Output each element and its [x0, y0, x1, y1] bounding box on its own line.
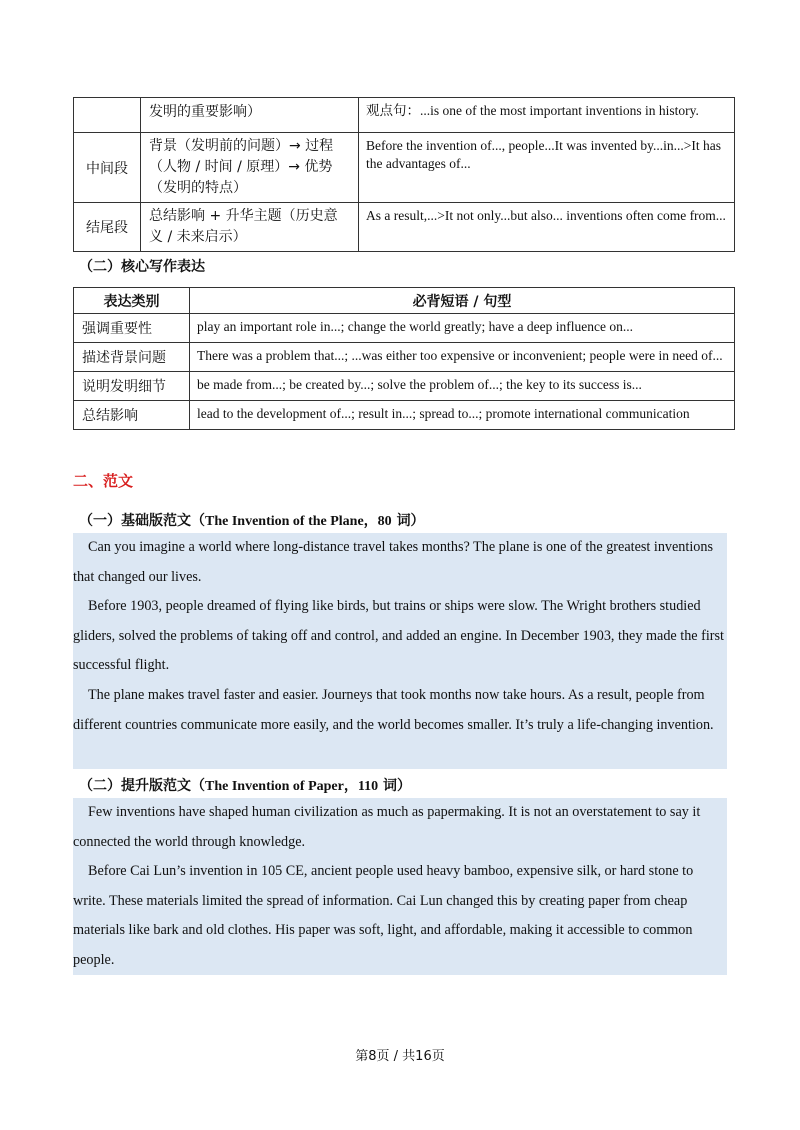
column-header: 表达类别 — [74, 288, 190, 314]
structure-cell: 发明的重要影响） — [141, 98, 359, 133]
row-label: 结尾段 — [74, 203, 141, 252]
table-header-row — [74, 288, 735, 314]
heading-suffix: 词） — [382, 778, 411, 794]
row-label — [74, 98, 141, 133]
essay-paragraph: Can you imagine a world where long-distance travel takes months? The plane is one of the greatest inventions that changed our lives. — [73, 539, 713, 585]
essay-paragraph: Before Cai Lun’s invention in 105 CE, ancient people used heavy bamboo, expensive silk, or hard stone to write. These materials limited the spread of information. Cai Lun changed this by creating paper from cheap materials like bark and old clothes. His paper was soft, light, and affordable, making it accessible to common people. — [73, 863, 694, 968]
section-heading-samples: 二、范文 — [73, 472, 134, 490]
sentence-en: ...is one of the most important inventions in history. — [420, 103, 699, 118]
phrases-cell: play an important role in...; change the world greatly; have a deep influence on... — [190, 314, 735, 343]
table-row — [74, 203, 735, 252]
heading-title: The Invention of Paper，110 — [205, 779, 379, 794]
essay-box — [73, 798, 727, 975]
category-cell: 说明发明细节 — [74, 372, 190, 401]
table-row — [74, 133, 735, 203]
phrases-cell: be made from...; be created by...; solve the problem of...; the key to its success is... — [190, 372, 735, 401]
heading-suffix: 词） — [396, 513, 425, 529]
structure-cell: 背景（发明前的问题）→ 过程（人物 / 时间 / 原理）→ 优势（发明的特点） — [141, 133, 359, 203]
column-header: 必背短语 / 句型 — [190, 288, 735, 314]
expression-table — [73, 287, 735, 430]
essay-heading — [79, 510, 425, 530]
table-row — [74, 343, 735, 372]
sentence-cell: As a result,...>It not only...but also... inventions often come from... — [359, 203, 735, 252]
essay-box — [73, 533, 727, 769]
sentence-cell: Before the invention of..., people...It was invented by...in...>It has the advantages of... — [359, 133, 735, 203]
table-row — [74, 372, 735, 401]
essay-heading — [79, 775, 411, 795]
category-cell: 强调重要性 — [74, 314, 190, 343]
phrases-cell: lead to the development of...; result in...; spread to...; promote international communication — [190, 401, 735, 430]
sentence-cell — [359, 98, 735, 133]
structure-cell: 总结影响 + 升华主题（历史意义 / 未来启示） — [141, 203, 359, 252]
sentence-cn: 观点句： — [366, 103, 420, 119]
table-row — [74, 98, 735, 133]
category-cell: 总结影响 — [74, 401, 190, 430]
section-heading-core: （二）核心写作表达 — [79, 259, 205, 275]
category-cell: 描述背景问题 — [74, 343, 190, 372]
table-row — [74, 401, 735, 430]
page-footer: 第8页 / 共16页 — [355, 1049, 445, 1064]
row-label: 中间段 — [74, 133, 141, 203]
essay-paragraph: The plane makes travel faster and easier. Journeys that took months now take hours. As a result, people from different countries communicate more easily, and the world becomes smaller. It’s truly a life-changing invention. — [73, 686, 714, 733]
table-row — [74, 314, 735, 343]
essay-paragraph: Before 1903, people dreamed of flying like birds, but trains or ships were slow. The Wright brothers studied gliders, solved the problems of taking off and control, and added an engine. In December 1903, they made the first successful flight. — [73, 598, 724, 674]
heading-prefix: （一）基础版范文（ — [79, 513, 205, 529]
heading-prefix: （二）提升版范文（ — [79, 778, 205, 794]
heading-title: The Invention of the Plane，80 — [205, 514, 392, 529]
structure-table — [73, 97, 735, 252]
essay-paragraph: Few inventions have shaped human civilization as much as papermaking. It is not an overstatement to say it connected the world through knowledge. — [73, 804, 701, 850]
phrases-cell: There was a problem that...; ...was either too expensive or inconvenient; people were in need of... — [190, 343, 735, 372]
